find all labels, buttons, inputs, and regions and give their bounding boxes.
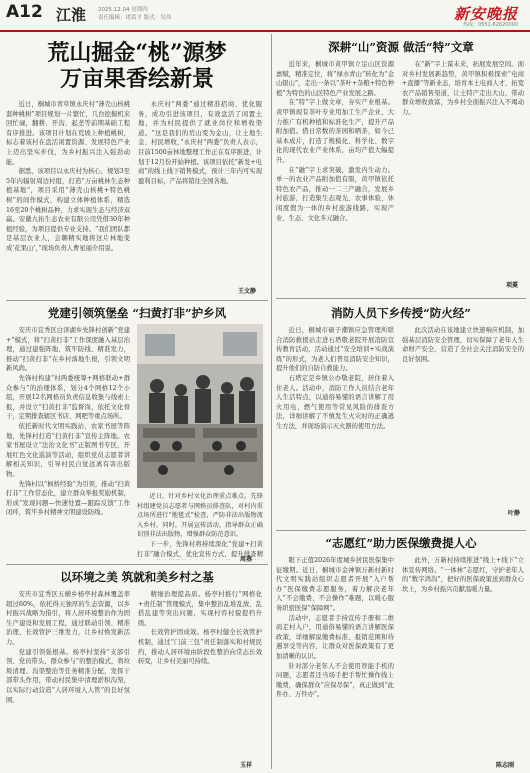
fire-headline: 消防人员下乡传授“防火经”: [331, 306, 471, 320]
issue-date: 2025.12.04 星期四: [98, 7, 148, 13]
aid-byline: 陈志刚: [496, 762, 515, 769]
newspaper-hotline: 热线：0551-62620000: [463, 22, 518, 28]
party-photo-caption: 近日，针对乡村文化治理重点难点，先锋村组建党员志愿者与网格员排查队，对村内重点场所进行“地毯式”检查，严防非法出版物流入乡村。同时，开展宣传活动，指导群众正确识别非法出版物，增强群众防范意识。: [137, 493, 263, 539]
aid-paragraph: 眼下正值2026年度城乡居民医保集中征缴期。近日，桐城市金神镇万新村新时代文明实践站组织志愿者开展“入户帮办”医保缴费志愿服务，着力解决老年人“不会缴费、不会操作”难题，以暖心服务织密医保“保障网”。: [276, 557, 394, 612]
party-paragraph: 依托新时代文明实践站、农家书屋等阵地，先锋村打造“扫黄打非”宣传主阵地。农家书屋设立“法治文化书”正版图书专区，开展红色文化巡演等活动，组织党员志愿者讲解相关知识，引导村民自觉远离有害出版物。: [6, 422, 130, 478]
culture-paragraph: 精细治理提品质。杨亭村推行“网格化+责任制”管理模式，集中整治乱堆乱放、乱搭乱建等突出问题，实现村容村貌提档升级。: [138, 591, 262, 627]
fire-paragraph: 近日，桐城市硕子潮镇应急管理所联合消防救援站走进石塔敬老院开展消防宣传教育活动，活动通过“安全培训+实战演练”的形式，为老人们普及消防安全知识，提升他们的自防自救能力。: [276, 327, 394, 373]
aid-paragraph: 活动中，志愿者手持宣传手册和二维码走村入户，用通俗易懂的语言讲解医保政策，详细解说缴费标准、报销范围和待遇享受等内容，让群众对医保政策有了更加清晰的认识。: [276, 614, 394, 660]
party-headline: 党建引领筑堡垒 “扫黄打非”护乡风: [47, 306, 227, 320]
fire-byline: 叶静: [508, 510, 521, 517]
resource-headline: 深耕“山”资源 做活“特”文章: [328, 40, 474, 54]
newspaper-logo: 新安晚报: [453, 5, 518, 23]
resource-paragraph: 在“融”字上求突破，激发内生动力。单一的农业产品附加值有限，黄甲镇依托特色农产品，推动一二三产融合，发展乡村旅游，打造集生态观光、农事体验、休闲度假为一体的乡村旅游线路，实现产业、生态、文化多元融合。: [276, 166, 394, 222]
party-paragraph: 先锋村构建“村两委统筹+网格联动+群众参与”的治理体系，划分4个网格12个小组，开展12名网格员负责信息收集与线索上报，并设立“扫黄打非”监督岗，依托文化骨干，定期排查辖区书店、网吧等重点场所。: [6, 374, 130, 421]
party-photo: [137, 324, 263, 488]
column-divider: [271, 34, 272, 769]
resource-paragraph: 近年来，桐城市黄甲镇立足山区资源禀赋，精准定位，将“绿水青山”转化为“金山银山”，走出一条以“茶叶+杂粮+特色种植”为特色的山区特色产业发展之路。: [276, 61, 394, 97]
aid-headline: “志愿红”助力医保缴费提人心: [325, 536, 477, 550]
divider: [6, 300, 268, 301]
culture-paragraph: 长效管护固成效。杨亭村健全长效管护机制，通过“门前三包”责任制落实和村规民约，推动人居环境由阶段性整治向常态长效转变，让乡村美丽可持续。: [138, 629, 262, 666]
lead-byline: 王文静: [238, 288, 257, 295]
aid-paragraph: 此外，万新村持续推进“线上+线下”立体宣传网络。“一体林”志愿红，守护老年人的“数字鸿沟”，把好的医保政策送到群众心坎上，为乡村振兴贡献温暖力量。: [402, 557, 524, 593]
culture-byline: 玉祥: [240, 762, 253, 769]
page-header: [0, 0, 530, 32]
issue-editors: 责任编辑：诸葛平 版式：吴伟: [98, 15, 172, 21]
lead-headline-line1: 荒山掘金“桃”源梦: [47, 40, 227, 66]
culture-paragraph: 安庆市宜秀区五横乡杨亭村森林覆盖率超过60%，依托得天独厚的生态资源，以乡村振兴战略为指引，将人居环境整治作为固生产建设和发展工程，通过联动引领、精准治理、长效管护三维发力，让乡村焕发新活力。: [6, 591, 130, 646]
issue-meta: [98, 6, 171, 22]
lead-paragraph: 永庆村“两委”通过精准招商、优化服务，成功引进该项目，有效盘活了闲置土地，并为村民提供了就业岗位和增收渠道。“这是我们的荒山变为金山，让土地生金、村民增收，”永庆村“两委”负责人表示，目前1500亩林地整理工作正在有序推进，计划于12月份开始种植。该项目依托“新发+电商”的线上线下销售模式，预计三年内可实现盈利目标，产品将销往全国各地。: [138, 101, 262, 185]
lead-paragraph: 近日，桐城市青草镇永庆村“薄壳山核桃套种桃树”项目规划一片繁忙，几台挖掘机来回忙碌，翻耕、开沟、起垄等前期基础工程有序推进。该项目计划在荒坡上种植桃树，标志着该村在盘活闲置资源、发展特色产业上迈出坚实步伐，为乡村振兴注入强劲动能。: [6, 101, 130, 166]
resource-paragraph: 在“新”字上谋未来，拓展发展空间。面对乡村发展新趋势，黄甲镇积极探索“电商+直播”等新业态，培育本土电商人才，拓宽农产品销售渠道，让土特产走出大山，带动群众增收致富，为乡村全面振兴注入不竭动力。: [402, 61, 524, 116]
classroom-photo: [137, 324, 263, 488]
party-byline: 周燕: [240, 556, 253, 563]
party-paragraph: 下一步，先锋村将持续深化“党建+扫黄打非”融合模式，优化宣传方式，提升排查精: [137, 541, 263, 558]
divider: [276, 530, 526, 531]
resource-byline: 项菱: [506, 282, 519, 289]
fire-paragraph: 石塔定是乡镇公办敬老院，居住着入住老人。活动中，消防工作人员结合老年人生活特点，以通俗易懂的语言讲解了用火用电、燃气使用等常见风险的排查方法，详细讲解了不慎发生火灾时的正确逃生方法，并现场演示灭火器的使用方法。: [276, 374, 394, 430]
aid-paragraph: 针对部分老年人不会使用智能手机的问题，志愿者还当场手把手帮忙操作线上缴费，确保群众“应保尽保”，真正做到“此件办、万件办”。: [276, 662, 394, 699]
lead-headline-line2: 万亩果香绘新景: [59, 66, 214, 92]
divider: [6, 564, 268, 565]
section-name: 江淮: [56, 6, 87, 24]
divider: [276, 298, 526, 299]
party-paragraph: 安庆市宜秀区白泽湖乡先锋村创新“党建+”模式，将“扫黄打非”工作深度融入基层治理，通过建强阵地、筑牢防线、精准发力，推动“扫黄打非”在乡村落地生根，引领文明新风尚。: [6, 327, 130, 373]
culture-paragraph: 党建引领强根基。杨亭村坚持“支部引领、党员带头、群众参与”的整治模式，将垃圾清理、沟渠整治等任务精准分配，发挥干部带头作用，带动村民集中清理淤积沟渠，以实际行动营造“人居环境人人管”的良好氛围。: [6, 648, 130, 704]
party-paragraph: 先锋村以“枫桥经验”为引领，推动“扫黄打非”工作常态化，建立群众举报奖励机制，形成“发现问题—快速处置—跟踪反馈”工作闭环，筑牢乡村精神文明建设防线。: [6, 480, 130, 517]
culture-headline: 以环境之美 筑就和美乡村之基: [60, 570, 214, 584]
fire-paragraph: 此次活动在该地建立快速响应机制，加强基层消防安全管理，切实保障了老年人生命财产安全，营造了全社会关注消防安全的良好氛围。: [402, 327, 524, 363]
resource-paragraph: 在“特”字上做文章，夯实产业根基。黄甲镇现有茶叶专业用加工生产企业，大力推广有机种植和标准化生产，提升产品附加值。借日常数的茶园和晒茶，如今已基本成片，打造了规模化、科学化、数字化的现代农业产业体系，亩均产值大幅提升。: [276, 99, 394, 164]
page-number: A12: [6, 2, 43, 22]
lead-paragraph: 据悉，该项目以永庆村为核心，规划3至5年内辐射周边村组，打造“万亩桃林生态种植基地”，项目采用“薄壳山核桃+特色桃树”的间作模式，构建立体种植体系，精选16至20个桃树品种，力求实现生态与经济双赢。安徽九拓生态农业有限公司凭借30年种植经验，为项目提供专业支持。“我们团队都是基层农业人，会聊精实地将这片林地变成‘花果山’，”现场负责人曹星丽介绍说。: [6, 168, 130, 252]
